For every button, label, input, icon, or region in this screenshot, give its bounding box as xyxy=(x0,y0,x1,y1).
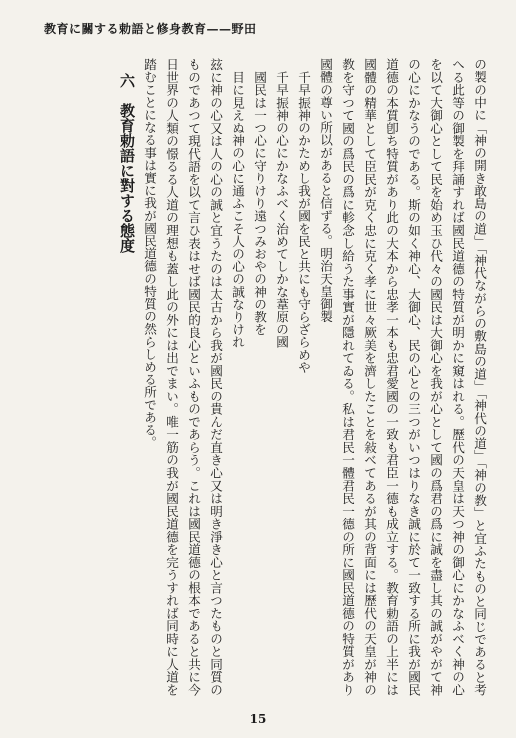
poem-line: 千早振神のかためし我が國を民と共にも守らざらめや xyxy=(296,70,311,373)
paragraph: 玆に神の心又は人の心の誠と宜うたのは太古から我が國民の貴んだ直き心又は明き淨き心と言つたものと同質のものであつて現代語を以て言ひ表はせば國民的良心といふものであらう。これは國民道德の根本であると共に今日世界の人類の憬るる人道の理想も蓋し此の外には出でまい。唯一筋の我が國民道德を完うすれば同時に人道を踏むことになる事は實に我が國民道德の特質の然らしめる所である。 xyxy=(142,58,223,696)
poem-line: 千早振神の心にかなふべく治めてしかな葦原の國 xyxy=(274,70,289,348)
paragraph: の製の中に「神の開き敢島の道」「神代ながらの敷島の道」「神代の道」「神の教」と宜ふたものと同じであると考へる此等の御製を拜誦すれば國民道德の特質が明かに窺はれる。歷代の天皇は天つ神の御心にかなふべく神の心を以て大御心として民を始め玉ひ代々の國民は大御心を我が心として國の爲君の爲に誠を盡し其の誠がやがて神の心にかなうのである。斯の如く神心、大御心、民の心との三つがいつはりなき誠に於て一致する所に我が國民道德の本質卽ち特質があり此の大本から忠孝一本も忠君愛國の一致も君臣一德も成立する。教育勅語の上半には國體の精華として臣民が克く忠に克く孝に世々厥美を濟したことを敍べてあるが其の背面には歷代の天皇が神の教を守つて國の爲民の爲に軫念し給うた事實が隱れてゐる。私は君民一體君民一德の所に國民道德の特質があり國體の尊い所以があると信ずる。明治天皇御製 xyxy=(318,58,487,696)
body-text xyxy=(40,58,490,696)
section-heading: 六 教育勅語に對する態度 xyxy=(118,73,136,253)
running-header: 教育に關する勅語と修身教育——野田 xyxy=(44,22,257,36)
page-number: 15 xyxy=(249,712,267,726)
poem-line: 國民は一つ心に守りけり遠つみおやの神の教を xyxy=(252,70,267,336)
poem-line: 目に見えぬ神の心に通ふこそ人の心の誠なりけれ xyxy=(230,70,245,348)
